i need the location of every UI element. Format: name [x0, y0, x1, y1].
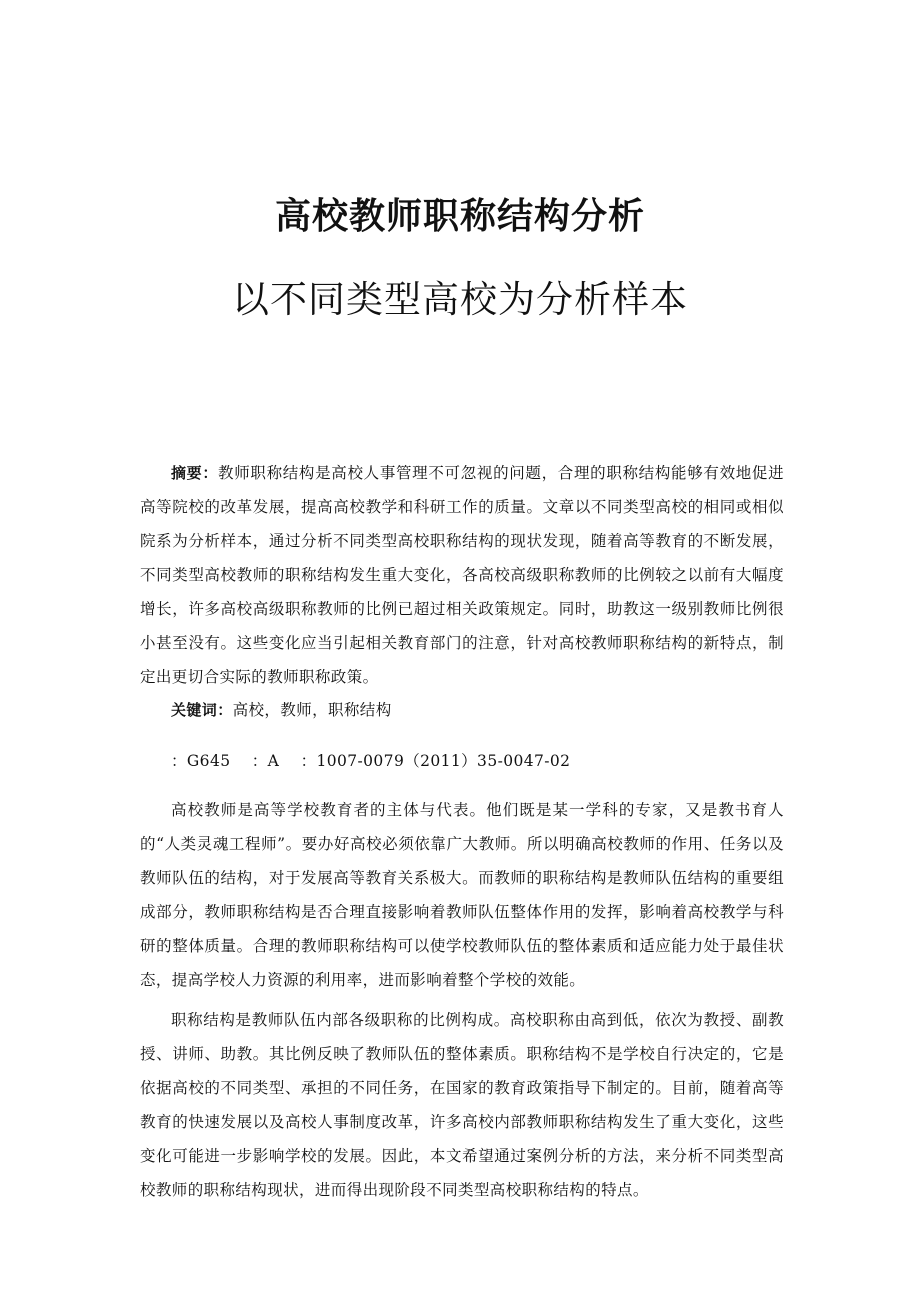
abstract-text: 教师职称结构是高校人事管理不可忽视的问题，合理的职称结构能够有效地促进高等院校的改革发展，提高高校教学和科研工作的质量。文章以不同类型高校的相同或相似院系为分析样本，通过分析不同类型高校职称结构的现状发现，随着高等教育的不断发展，不同类型高校教师的职称结构发生重大变化，各高校高级职称教师的比例较之以前有大幅度增长，许多高校高级职称教师的比例已超过相关政策规定。同时，助教这一级别教师比例很小甚至没有。这些变化应当引起相关教育部门的注意，针对高校教师职称结构的新特点，制定出更切合实际的教师职称政策。: [140, 464, 784, 686]
document-title: 高校教师职称结构分析: [274, 196, 645, 237]
classification-line: ：G645 ：A ：1007-0079（2011）35-0047-02: [171, 752, 571, 770]
keywords-label: 关键词：: [171, 701, 233, 719]
abstract-label: 摘要：: [171, 464, 219, 482]
body-paragraph: 职称结构是教师队伍内部各级职称的比例构成。高校职称由高到低，依次为教授、副教授、讲师、助教。其比例反映了教师队伍的整体素质。职称结构不是学校自行决定的，它是依据高校的不同类型、承担的不同任务，在国家的教育政策指导下制定的。目前，随着高等教育的快速发展以及高校人事制度改革，许多高校内部教师职称结构发生了重大变化，这些变化可能进一步影响学校的发展。因此，本文希望通过案例分析的方法，来分析不同类型高校教师的职称结构现状，进而得出现阶段不同类型高校职称结构的特点。: [140, 1011, 784, 1199]
document-subtitle: 以不同类型高校为分析样本: [232, 278, 688, 321]
keywords-section: [140, 693, 784, 727]
abstract-section: [140, 456, 784, 694]
body-paragraph: 高校教师是高等学校教育者的主体与代表。他们既是某一学科的专家，又是教书育人的“人类灵魂工程师”。要办好高校必须依靠广大教师。所以明确高校教师的作用、任务以及教师队伍的结构，对于发展高等教育关系极大。而教师的职称结构是教师队伍结构的重要组成部分，教师职称结构是否合理直接影响着教师队伍整体作用的发挥，影响着高校教学与科研的整体质量。合理的教师职称结构可以使学校教师队伍的整体素质和适应能力处于最佳状态，提高学校人力资源的利用率，进而影响着整个学校的效能。: [140, 801, 784, 989]
keywords-text: 高校，教师，职称结构: [232, 701, 392, 719]
